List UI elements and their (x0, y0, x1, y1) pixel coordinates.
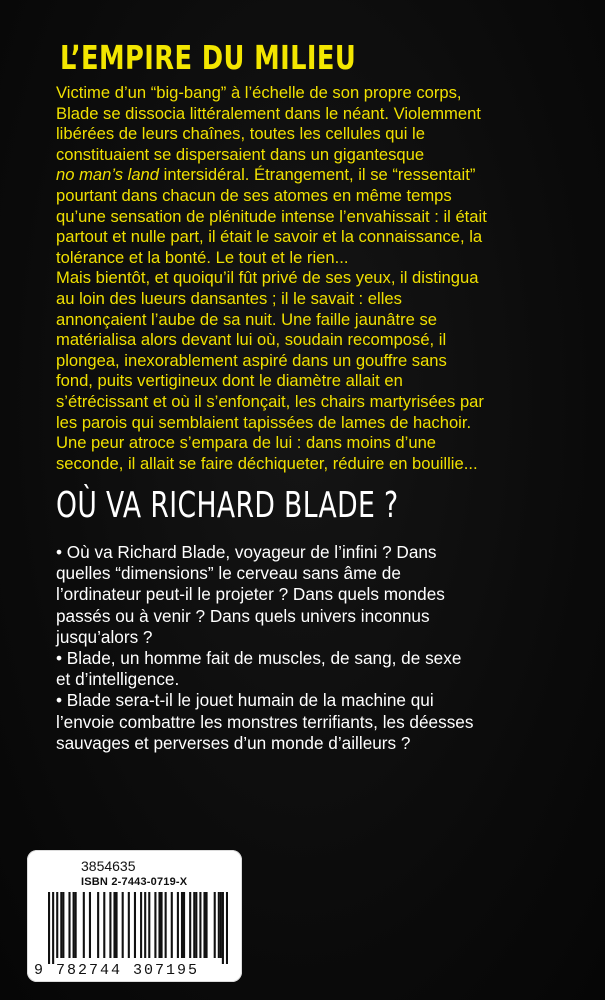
barcode-bar (134, 892, 136, 958)
barcode-bar (109, 892, 111, 958)
barcode-bar (140, 892, 142, 958)
barcode-bar (177, 892, 179, 958)
synopsis-line: s’étrécissant et où il s’enfonçait, les chairs martyrisées par (56, 391, 484, 411)
barcode-bar (122, 892, 124, 958)
synopsis-line: seconde, il allait se faire déchiqueter, réduire en bouillie... (56, 453, 478, 473)
barcode-bar (181, 892, 183, 958)
barcode-bar (226, 892, 228, 964)
synopsis-line: tolérance et la bonté. Le tout et le rien... (56, 247, 349, 267)
synopsis-line: Blade se dissocia littéralement dans le néant. Violemment (56, 103, 481, 123)
synopsis-text (56, 83, 576, 474)
bullet-line: l’ordinateur peut-il le projeter ? Dans quels mondes (56, 584, 445, 605)
synopsis-line: fond, puits vertigineux dont le diamètre allait en (56, 371, 403, 391)
bullet-line: • Blade sera-t-il le jouet humain de la machine qui (56, 690, 434, 711)
barcode-bar (222, 892, 224, 964)
barcode-bar (60, 892, 62, 958)
barcode-bars (48, 892, 228, 964)
barcode-digits: 9 782744 307195 (34, 962, 200, 979)
barcode-bar (116, 892, 118, 958)
synopsis-line: les parois qui semblaient tapissées de lames de hachoir. (56, 412, 472, 432)
barcode-bar (206, 892, 208, 958)
barcode-bar (128, 892, 130, 958)
synopsis-line: constituaient se dispersaient dans un gigantesque (56, 144, 425, 164)
barcode-bar (113, 892, 115, 958)
barcode-bar (199, 892, 201, 958)
synopsis-line: partout et nulle part, il était le savoir et la connaissance, la (56, 227, 483, 247)
synopsis-line: qu’une sensation de plénitude intense l’envahissait : il était (56, 206, 487, 226)
barcode-bar (148, 892, 150, 958)
barcode-bar (52, 892, 54, 964)
barcode-bar (83, 892, 85, 958)
italic-phrase: no man’s land (56, 165, 160, 185)
barcode-bar (62, 892, 64, 958)
synopsis-line: annonçaient l’aube de sa nuit. Une faille jaunâtre se (56, 309, 437, 329)
barcode-bar (183, 892, 185, 958)
barcode-bar (158, 892, 160, 958)
isbn-text: ISBN 2-7443-0719-X (81, 876, 188, 888)
barcode-bar (220, 892, 222, 958)
synopsis-line: Victime d’un “big-bang” à l’échelle de son propre corps, (56, 83, 462, 102)
barcode-bar (144, 892, 146, 958)
synopsis-line: pourtant dans chacun de ses atomes en même temps (56, 185, 452, 205)
barcode-bar (171, 892, 173, 958)
synopsis-line: Mais bientôt, et quoiqu’il fût privé de ses yeux, il distingua (56, 268, 479, 288)
barcode-bar (165, 892, 167, 958)
barcode-bar (161, 892, 163, 958)
barcode-bar (89, 892, 91, 958)
barcode-bar (154, 892, 156, 958)
synopsis-line: au loin des lueurs dansantes ; il le savait : elles (56, 288, 402, 308)
stock-number: 3854635 (81, 858, 136, 874)
subtitle-heading: OÙ VA RICHARD BLADE ? (56, 485, 399, 526)
barcode-bar (218, 892, 220, 958)
barcode-bar (75, 892, 77, 958)
barcode-bar (97, 892, 99, 958)
synopsis-line: libérées de leurs chaînes, toutes les cellules qui le (56, 124, 425, 144)
bullet-line: • Blade, un homme fait de muscles, de sang, de sexe (56, 648, 462, 669)
barcode-bar (195, 892, 197, 958)
bullet-list (56, 542, 576, 754)
synopsis-line: plongea, inexorablement aspiré dans un gouffre sans (56, 350, 447, 370)
bullet-line: passés ou à venir ? Dans quels univers inconnus (56, 605, 430, 626)
bullet-line: sauvages et perverses d’un monde d’ailleurs ? (56, 732, 411, 753)
barcode-bar (73, 892, 75, 958)
synopsis-line-rest: intersidéral. Étrangement, il se “ressentait” (159, 165, 476, 185)
barcode-bar (56, 892, 58, 958)
barcode-bar (193, 892, 195, 958)
barcode-bar (189, 892, 191, 958)
bullet-line: jusqu’alors ? (56, 626, 153, 647)
barcode-bar (103, 892, 105, 958)
section-title: L’EMPIRE DU MILIEU (60, 38, 357, 77)
barcode-bar (48, 892, 50, 964)
synopsis-line: Une peur atroce s’empara de lui : dans moins d’une (56, 433, 437, 453)
bullet-line: • Où va Richard Blade, voyageur de l’infini ? Dans (56, 542, 437, 562)
barcode-bar (68, 892, 70, 958)
bullet-line: quelles “dimensions” le cerveau sans âme de (56, 563, 401, 584)
barcode-bar (203, 892, 205, 958)
synopsis-line: matérialisa alors devant lui où, soudain recomposé, il (56, 330, 447, 350)
bullet-line: l’envoie combattre les monstres terrifiants, les déesses (56, 711, 474, 732)
bullet-line: et d’intelligence. (56, 669, 180, 690)
synopsis-line (56, 165, 576, 186)
barcode-bar (214, 892, 216, 958)
